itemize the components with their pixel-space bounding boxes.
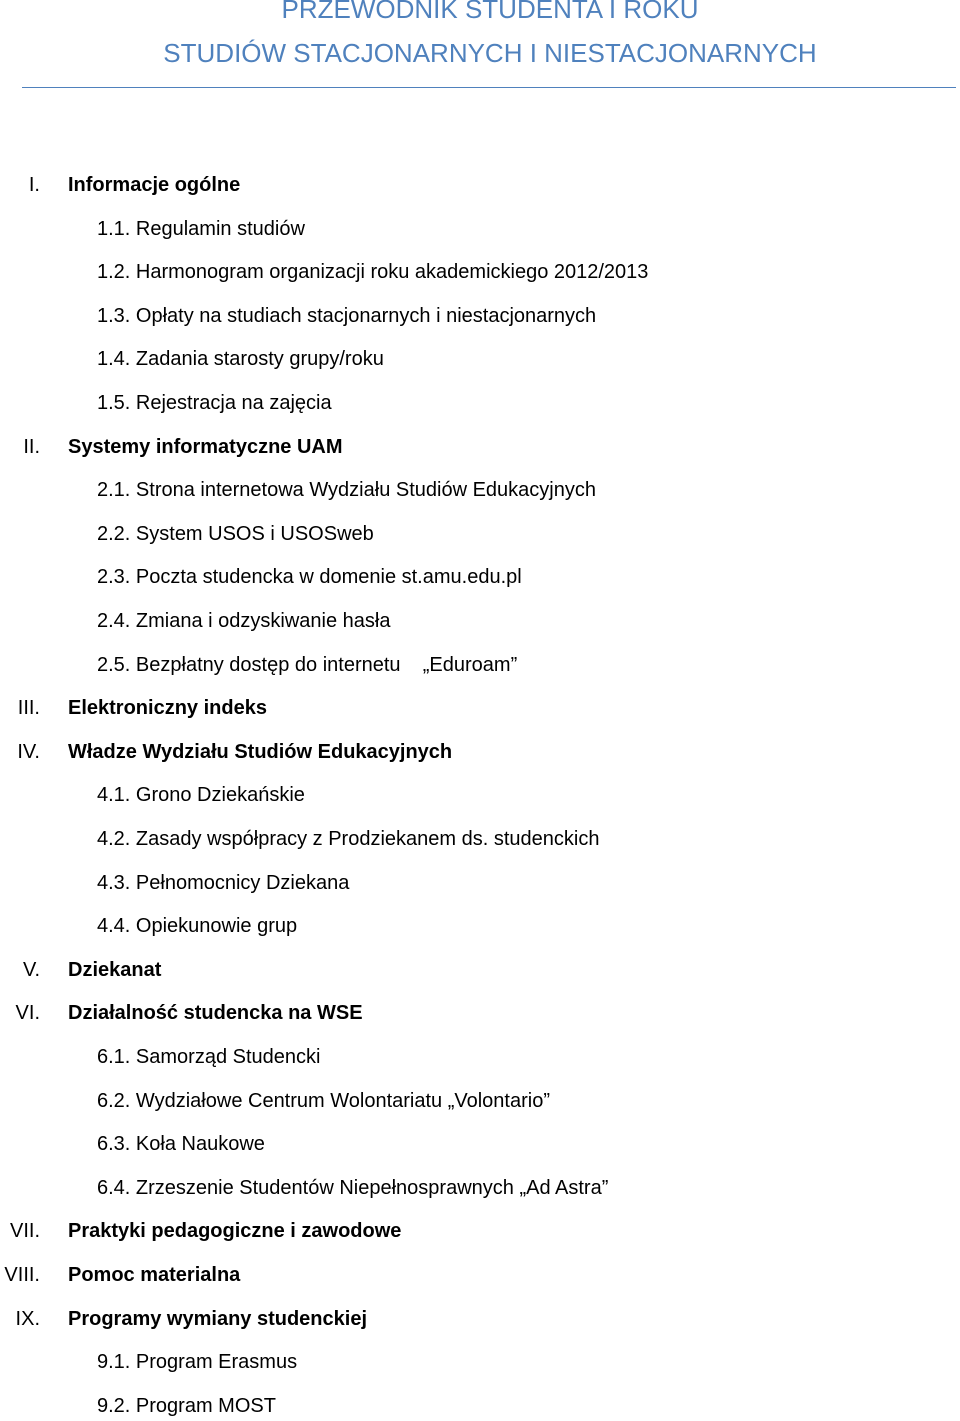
toc-section[interactable] [0, 737, 960, 767]
toc-section-numeral: VIII. [4, 1264, 40, 1286]
toc-section-numeral: VI. [15, 1002, 40, 1025]
toc-section-title: Praktyki pedagogiczne i zawodowe [68, 1220, 402, 1243]
toc-subitem[interactable] [0, 1347, 960, 1377]
toc-section[interactable] [0, 170, 960, 200]
toc-subitem[interactable] [0, 1042, 960, 1072]
toc-section[interactable] [0, 1260, 960, 1290]
toc-section-numeral: II. [23, 435, 40, 458]
toc-subitem-label: 6.4. Zrzeszenie Studentów Niepełnosprawnych „Ad Astra” [97, 1176, 609, 1199]
toc-subitem-label: 2.4. Zmiana i odzyskiwanie hasła [97, 610, 391, 632]
toc-subitem-label: 2.1. Strona internetowa Wydziału Studiów Edukacyjnych [97, 479, 596, 502]
toc-subitem-label: 2.3. Poczta studencka w domenie st.amu.edu.pl [97, 566, 522, 589]
toc-section[interactable] [0, 955, 960, 985]
toc-subitem[interactable] [0, 780, 960, 810]
document-title-line-2: STUDIÓW STACJONARNYCH I NIESTACJONARNYCH [163, 38, 817, 68]
toc-section-numeral: III. [17, 697, 40, 720]
toc-subitem-label: 1.4. Zadania starosty grupy/roku [97, 348, 384, 371]
toc-subitem[interactable] [0, 257, 960, 287]
toc-section-numeral: IV. [17, 740, 40, 763]
toc-section[interactable] [0, 693, 960, 723]
toc-section-title: Pomoc materialna [68, 1264, 241, 1286]
toc-subitem[interactable] [0, 519, 960, 549]
toc-section[interactable] [0, 1304, 960, 1334]
toc-subitem-label: 4.4. Opiekunowie grup [97, 915, 298, 938]
toc-section-numeral: IX. [15, 1307, 40, 1330]
toc-subitem-label: 2.5. Bezpłatny dostęp do internetu „Eduroam” [97, 653, 518, 676]
toc-subitem-label: 4.2. Zasady współpracy z Prodziekanem ds. studenckich [97, 828, 600, 850]
toc-subitem-label: 1.5. Rejestracja na zajęcia [97, 392, 332, 414]
toc-section-numeral: I. [28, 174, 40, 196]
toc-subitem-label: 9.1. Program Erasmus [97, 1351, 298, 1374]
toc-subitem[interactable] [0, 562, 960, 592]
toc-subitem[interactable] [0, 1173, 960, 1203]
toc-subitem[interactable] [0, 1086, 960, 1116]
toc-subitem-label: 2.2. System USOS i USOSweb [97, 522, 374, 545]
toc-section-numeral: VII. [9, 1220, 40, 1243]
toc-section-title: Systemy informatyczne UAM [68, 435, 343, 458]
toc-section-title: Dziekanat [68, 958, 162, 981]
toc-section[interactable] [0, 1216, 960, 1246]
toc-subitem[interactable] [0, 1129, 960, 1159]
toc-section-title: Informacje ogólne [68, 174, 241, 196]
toc-section-title: Elektroniczny indeks [68, 697, 267, 720]
toc-subitem-label: 9.2. Program MOST [97, 1394, 276, 1417]
toc-subitem[interactable] [0, 868, 960, 898]
toc-subitem-label: 6.3. Koła Naukowe [97, 1133, 265, 1156]
toc-subitem-label: 6.1. Samorząd Studencki [97, 1046, 321, 1068]
toc-subitem[interactable] [0, 1391, 960, 1421]
toc-subitem-label: 1.2. Harmonogram organizacji roku akademickiego 2012/2013 [97, 261, 649, 284]
toc-subitem-label: 4.3. Pełnomocnicy Dziekana [97, 871, 350, 894]
toc-section[interactable] [0, 432, 960, 462]
toc-section-numeral: V. [22, 958, 40, 981]
toc-subitem[interactable] [0, 388, 960, 418]
toc-subitem-label: 1.1. Regulamin studiów [97, 217, 305, 240]
toc-section-title: Działalność studencka na WSE [68, 1002, 363, 1025]
toc-section-title: Władze Wydziału Studiów Edukacyjnych [68, 740, 453, 763]
toc-subitem[interactable] [0, 214, 960, 244]
toc-subitem[interactable] [0, 301, 960, 331]
toc-subitem-label: 4.1. Grono Dziekańskie [97, 784, 305, 807]
toc-subitem[interactable] [0, 824, 960, 854]
toc-subitem[interactable] [0, 475, 960, 505]
toc-subitem[interactable] [0, 911, 960, 941]
toc-subitem[interactable] [0, 606, 960, 636]
toc-subitem[interactable] [0, 344, 960, 374]
toc-section[interactable] [0, 998, 960, 1028]
document-title-line-1: PRZEWODNIK STUDENTA I ROKU [281, 0, 699, 24]
toc-subitem[interactable] [0, 650, 960, 680]
toc-subitem-label: 1.3. Opłaty na studiach stacjonarnych i niestacjonarnych [97, 304, 597, 327]
toc-section-title: Programy wymiany studenckiej [68, 1307, 368, 1330]
toc-subitem-label: 6.2. Wydziałowe Centrum Wolontariatu „Volontario” [97, 1089, 550, 1112]
